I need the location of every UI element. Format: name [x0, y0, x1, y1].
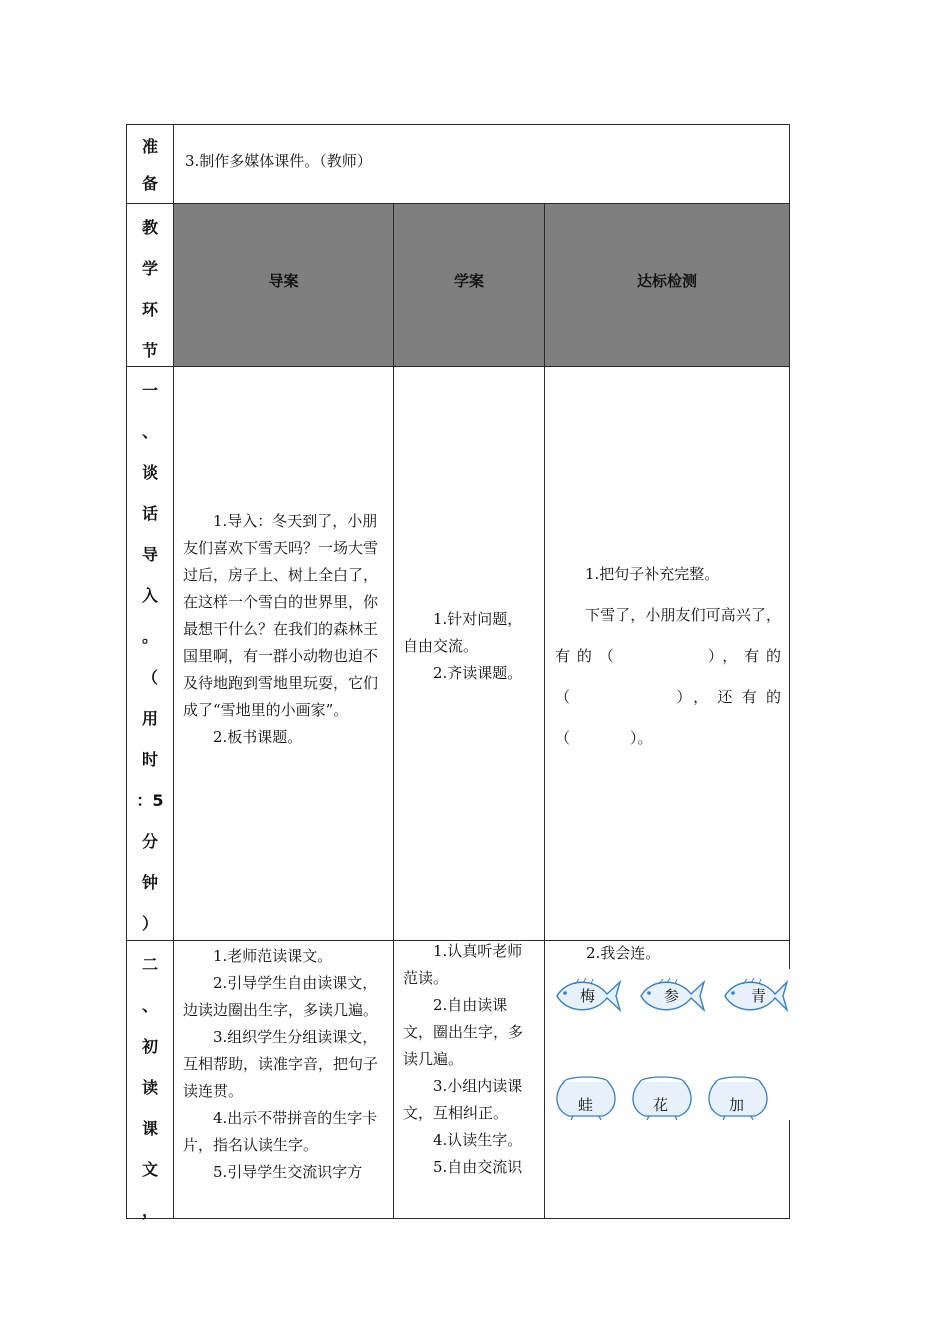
section2-guide-item: 5.引导学生交流识字方	[213, 1163, 363, 1181]
table-border-right	[789, 1120, 790, 1219]
fishbowl-char: 加	[729, 1096, 745, 1114]
section2-study-item: 1.认真听老师范读。	[403, 942, 523, 987]
section1-test-title: 1.把句子补充完整。	[585, 565, 720, 583]
vertical-label-char: ：5	[136, 791, 164, 810]
vertical-label-char: 钟	[141, 873, 158, 892]
vertical-label-char: 二	[141, 955, 158, 974]
row-divider	[126, 366, 790, 367]
col-divider	[544, 203, 545, 1219]
section1-test	[555, 554, 781, 759]
vertical-label-char: 初	[141, 1037, 158, 1056]
fish-char: 参	[664, 987, 680, 1005]
section1-study	[403, 606, 537, 687]
vertical-label-char: 话	[141, 504, 158, 523]
header-study: 学案	[453, 272, 484, 290]
stage-header-label	[127, 207, 173, 371]
section1-study-item: 2.齐读课题。	[433, 664, 523, 682]
section2-study-item: 2.自由读课文，圈出生字，多读几遍。	[403, 996, 524, 1068]
section2-study	[403, 938, 537, 1181]
fishbowl-char: 花	[653, 1096, 669, 1114]
vertical-label-char: 文	[141, 1160, 158, 1179]
vertical-label-char: 谈	[141, 463, 158, 482]
vertical-label-char: 准	[141, 137, 158, 156]
section2-guide-item: 2.引导学生自由读课文，边读边圈出生字，多读几遍。	[183, 974, 379, 1019]
section2-study-item: 3.小组内读课文，互相纠正。	[403, 1077, 523, 1122]
vertical-label-char: ）	[141, 914, 158, 933]
section2-guide	[183, 943, 385, 1186]
section2-guide-item: 3.组织学生分组读课文，互相帮助，读准字音，把句子读连贯。	[183, 1028, 379, 1100]
header-guide: 导案	[268, 272, 299, 290]
prep-content: 3.制作多媒体课件。（教师）	[185, 152, 372, 170]
header-test: 达标检测	[636, 272, 697, 290]
vertical-label-char: 教	[141, 218, 158, 237]
vertical-label-char: 一	[141, 381, 158, 400]
section1-guide-item: 2.板书课题。	[213, 728, 303, 746]
vertical-label-char: 用	[141, 709, 158, 728]
table-border-right	[789, 124, 790, 969]
fish-char: 梅	[580, 987, 596, 1005]
table-border-bottom	[126, 1218, 790, 1219]
vertical-label-char: 节	[141, 341, 158, 360]
section1-label	[127, 370, 173, 944]
vertical-label-char: 分	[141, 832, 158, 851]
vertical-label-char: 、	[141, 422, 158, 441]
vertical-label-char: 读	[141, 1078, 158, 1097]
vertical-label-char: 。	[141, 627, 158, 646]
section2-guide-item: 1.老师范读课文。	[213, 947, 333, 965]
vertical-label-char: 时	[141, 750, 158, 769]
col-divider	[393, 203, 394, 1219]
vertical-label-char: 环	[141, 300, 158, 319]
section2-study-item: 5.自由交流识	[433, 1158, 523, 1176]
section2-guide-item: 4.出示不带拼音的生字卡片，指名认读生字。	[183, 1109, 378, 1154]
fishbowl-char: 蛙	[578, 1096, 594, 1114]
table-border-top	[126, 124, 790, 125]
vertical-label-char: 学	[141, 259, 158, 278]
section1-guide-item: 1.导入：冬天到了，小朋友们喜欢下雪天吗？一场大雪过后，房子上、树上全白了，在这样一个雪白的世界里，你最想干什么？在我们的森林王国里啊，有一群小动物也迫不及待地跑到雪地里玩耍，它们成了“雪地里的小画家”。	[183, 512, 379, 719]
prep-label	[127, 128, 173, 202]
vertical-label-char: ，	[141, 1201, 158, 1220]
section1-guide	[183, 508, 385, 751]
section1-study-item: 1.针对问题，自由交流。	[403, 610, 523, 655]
vertical-label-char: 、	[141, 996, 158, 1015]
vertical-label-char: 课	[141, 1119, 158, 1138]
vertical-label-char: 导	[141, 545, 158, 564]
section2-test-title: 2.我会连。	[586, 944, 661, 962]
vertical-label-char: 入	[141, 586, 158, 605]
section2-label	[127, 944, 173, 1231]
vertical-label-char: （	[141, 668, 158, 687]
fish-char: 青	[751, 987, 767, 1005]
vertical-label-char: 备	[141, 174, 158, 193]
section2-study-item: 4.认读生字。	[433, 1131, 523, 1149]
row-divider	[126, 203, 790, 204]
section1-test-sentence: 下雪了，小朋友们可高兴了，有的（ ），有的（ ），还有的（ ）。	[555, 606, 781, 747]
